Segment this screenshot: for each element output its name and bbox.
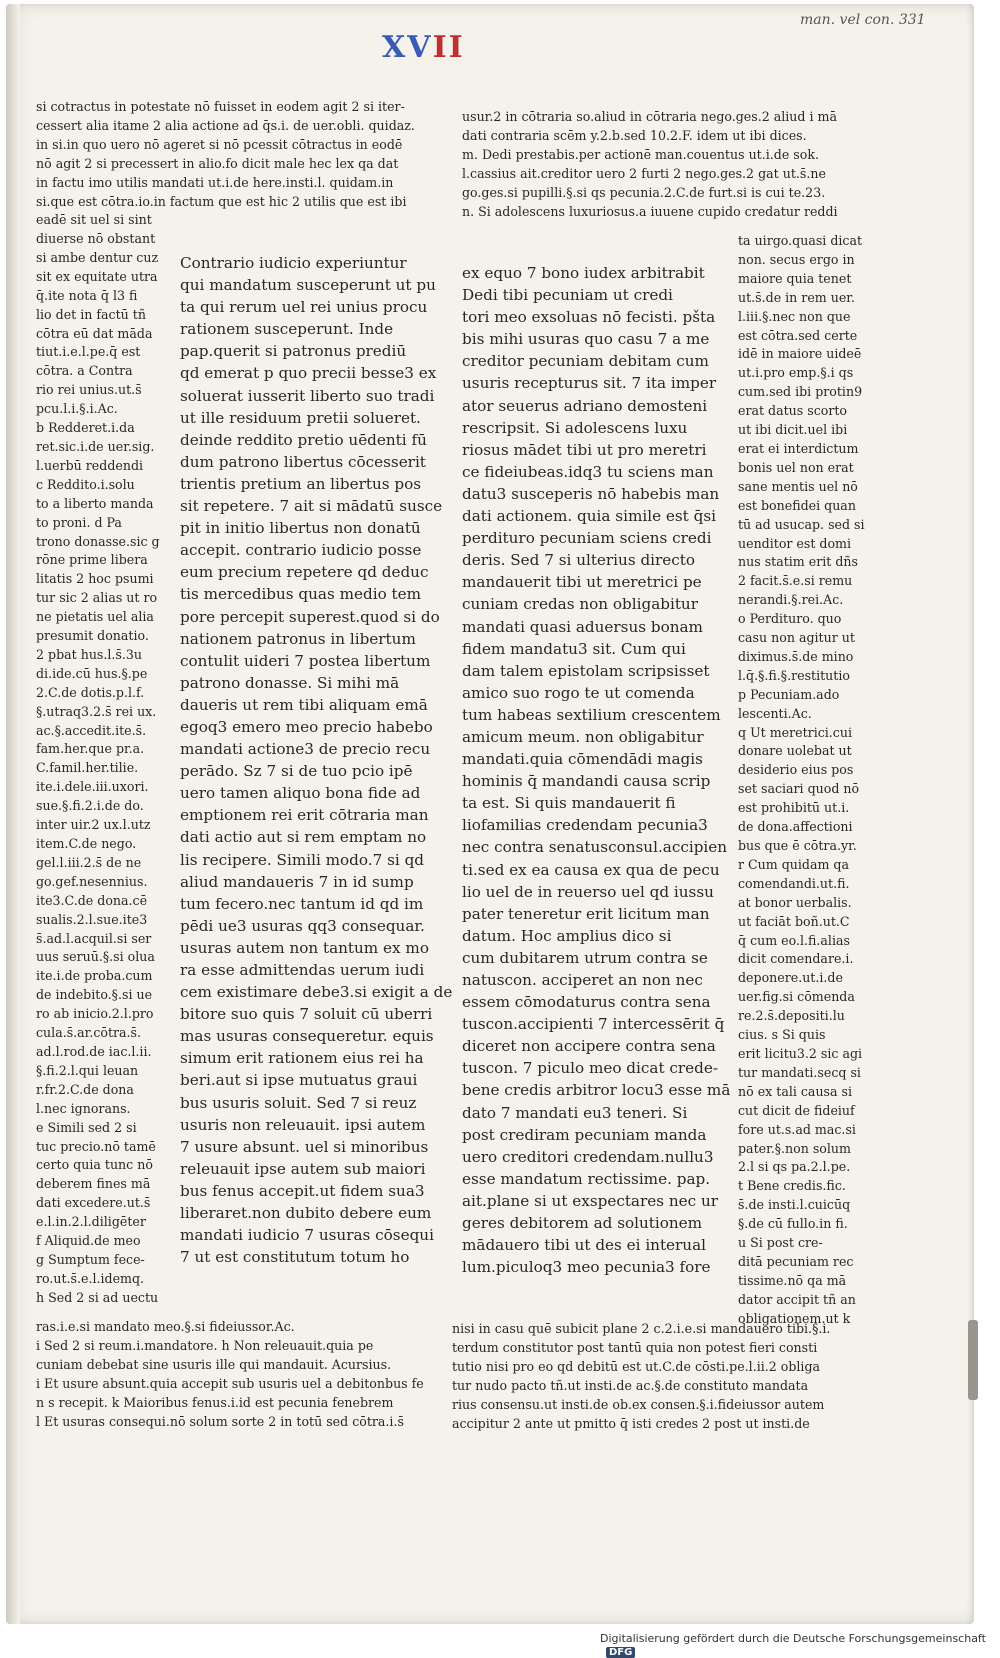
- text-line: tuscon.accipienti 7 intercessērit q̄: [462, 1015, 725, 1034]
- text-line: dati actionem. quia simile est q̄si: [462, 507, 716, 526]
- text-line: bus que ē cōtra.yr.: [738, 838, 857, 853]
- text-line: nō ex tali causa si: [738, 1083, 853, 1099]
- text-line: simum erit rationem eius rei ha: [180, 1049, 424, 1068]
- text-line: cuniam debebat sine usuris ille qui mandauit. Acursius.: [36, 1356, 392, 1372]
- text-line: pater.§.non solum: [738, 1140, 851, 1156]
- text-line: bene credis arbitror locu3 esse mā: [462, 1081, 731, 1100]
- text-line: tur mandati.secq si: [738, 1064, 861, 1080]
- text-line: datu3 susceperis nō habebis man: [462, 484, 720, 503]
- text-line: cem existimare debe3.si exigit a de: [180, 983, 453, 1002]
- text-line: riosus mādet tibi ut pro meretri: [462, 440, 707, 459]
- text-line: 7 ut est constitutum totum ho: [180, 1248, 410, 1267]
- text-line: m. Dedi prestabis.per actionē man.couentus ut.i.de sok.: [462, 146, 819, 162]
- text-line: de dona.affectioni: [738, 819, 853, 835]
- text-line: desiderio eius pos: [738, 762, 854, 778]
- text-line: pore percepit superest.quod si do: [180, 607, 440, 626]
- text-line: litatis 2 hoc psumi: [36, 571, 154, 587]
- text-line: l.cassius ait.creditor uero 2 furti 2 nego.ges.2 gat ut.s̄.ne: [462, 165, 826, 181]
- dfg-logo: DFG: [606, 1647, 635, 1658]
- text-line: 2.l si qs pa.2.l.pe.: [738, 1159, 851, 1175]
- text-line: post crediram pecuniam manda: [462, 1125, 707, 1144]
- text-line: r.fr.2.C.de dona: [36, 1081, 134, 1097]
- text-line: emptionem rei erit cōtraria man: [180, 806, 429, 825]
- text-line: dato 7 mandati eu3 teneri. Si: [462, 1103, 688, 1122]
- text-line: nus statim erit dñs: [738, 554, 858, 570]
- text-line: deponere.ut.i.de: [738, 970, 843, 986]
- text-line: uus seruū.§.si olua: [36, 949, 155, 965]
- text-line: cessert alia itame 2 alia actione ad q̄s.i. de uer.obli. quidaz.: [36, 117, 415, 133]
- text-line: trientis pretium an libertus pos: [180, 474, 422, 493]
- text-line: 2 facit.s̄.e.si remu: [738, 573, 853, 589]
- handwritten-annotation: man. vel con. 331: [800, 12, 926, 28]
- text-line: usuris non releuauit. ipsi autem: [180, 1115, 426, 1134]
- gloss-top-left: [36, 98, 436, 230]
- text-line: bitore suo quis 7 soluit cū uberri: [180, 1005, 433, 1024]
- text-line: liofamilias credendam pecunia3: [462, 816, 708, 835]
- text-line: §.utraq3.2.s̄ rei ux.: [36, 703, 157, 719]
- text-line: amicum meum. non obligabitur: [462, 727, 704, 746]
- text-line: cut dicit de fideiuf: [738, 1102, 855, 1118]
- text-line: usuras autem non tantum ex mo: [180, 938, 429, 957]
- text-line: fam.her.que pr.a.: [36, 741, 145, 757]
- text-line: deinde reddito pretio uēdenti fū: [180, 430, 427, 449]
- text-line: ut.i.pro emp.§.i qs: [738, 365, 854, 381]
- text-line: tur sic 2 alias ut ro: [36, 590, 158, 606]
- text-line: fidem mandatu3 sit. Cum qui: [462, 639, 686, 658]
- text-line: dam talem epistolam scripsisset: [462, 661, 710, 680]
- text-line: pit in initio libertus non donatū: [180, 519, 421, 538]
- text-line: deris. Sed 7 si ulterius directo: [462, 551, 696, 570]
- text-line: essem cōmodaturus contra sena: [462, 993, 711, 1012]
- folio-part-blue: XV: [382, 30, 433, 65]
- text-line: cuniam credas non obligabitur: [462, 595, 698, 614]
- text-line: sue.§.fi.2.i.de do.: [36, 798, 144, 814]
- text-line: erat datus scorto: [738, 403, 848, 419]
- text-line: rationem susceperunt. Inde: [180, 320, 394, 339]
- text-line: diceret non accipere contra sena: [462, 1037, 716, 1056]
- text-line: beri.aut si ipse mutuatus graui: [180, 1071, 418, 1090]
- text-line: terdum constitutor post tantū quia non potest fieri consti: [452, 1339, 818, 1355]
- text-line: bus fenus accepit.ut fidem sua3: [180, 1181, 425, 1200]
- text-line: fore ut.s.ad mac.si: [738, 1121, 856, 1137]
- text-line: egoq3 emero meo precio habebo: [180, 717, 433, 736]
- main-text-left: [180, 252, 453, 1268]
- text-line: aliud mandaueris 7 in id sump: [180, 872, 414, 891]
- text-line: tuc precio.nō tamē: [36, 1138, 156, 1154]
- text-line: presumit donatio.: [36, 628, 149, 644]
- text-line: cum dubitarem utrum contra se: [462, 948, 708, 967]
- text-line: nationem patronus in libertum: [180, 629, 416, 648]
- text-line: ex equo 7 bono iudex arbitrabit: [462, 264, 705, 282]
- text-line: lescenti.Ac.: [738, 705, 812, 721]
- text-line: nerandi.§.rei.Ac.: [738, 592, 844, 608]
- text-line: obligationem.ut k: [738, 1310, 851, 1326]
- text-line: comendandi.ut.fi.: [738, 875, 850, 891]
- text-line: est prohibitū ut.i.: [738, 800, 850, 816]
- text-line: est cōtra.sed certe: [738, 327, 858, 343]
- text-line: s̄.de insti.l.cuicūq: [738, 1197, 851, 1213]
- text-line: q Ut meretrici.cui: [738, 724, 852, 740]
- page-gutter: [6, 4, 20, 1624]
- text-line: amico suo rogo te ut comenda: [462, 683, 695, 702]
- text-line: tum fecero.nec tantum id qd im: [180, 894, 424, 913]
- gloss-top-right: [462, 108, 887, 221]
- text-line: contulit uideri 7 postea libertum: [180, 651, 431, 670]
- text-line: gel.l.iii.2.s̄ de ne: [36, 854, 142, 870]
- text-line: hominis q̄ mandandi causa scrip: [462, 772, 711, 791]
- text-line: di.ide.cū hus.§.pe: [36, 665, 148, 681]
- gloss-bottom-left: [36, 1318, 436, 1431]
- text-line: ret.sic.i.de uer.sig.: [36, 438, 155, 454]
- text-line: at bonor uerbalis.: [738, 894, 852, 910]
- text-line: l.nec ignorans.: [36, 1100, 131, 1116]
- text-line: ta uirgo.quasi dicat: [738, 233, 863, 248]
- text-line: perādo. Sz 7 si de tuo pcio ipē: [180, 762, 413, 781]
- text-line: r Cum quidam qa: [738, 856, 850, 872]
- text-line: cula.s̄.ar.cōtra.s̄.: [36, 1025, 142, 1041]
- text-line: accipitur 2 ante ut pmitto q̄ isti credes 2 post ut insti.de: [452, 1415, 810, 1431]
- text-line: mādauero tibi ut des ei interual: [462, 1236, 707, 1255]
- text-line: p Pecuniam.ado: [738, 686, 840, 702]
- text-line: h Sed 2 si ad uectu: [36, 1289, 159, 1305]
- text-line: ra esse admittendas uerum iudi: [180, 961, 425, 979]
- text-line: C.famil.her.tilie.: [36, 760, 139, 776]
- text-line: donare uolebat ut: [738, 743, 852, 759]
- text-line: casu non agitur ut: [738, 630, 855, 646]
- footer-credit: [600, 1632, 1000, 1658]
- text-line: dati excedere.ut.s̄: [36, 1195, 151, 1211]
- text-line: certo quia tunc nō: [36, 1157, 153, 1173]
- text-line: releuauit ipse autem sub maiori: [180, 1159, 426, 1178]
- text-line: f Aliquid.de meo: [36, 1233, 141, 1249]
- gloss-right-margin: [738, 232, 888, 1329]
- text-line: cum.sed ibi protin9: [738, 384, 863, 400]
- text-line: dum patrono libertus cōcesserit: [180, 452, 426, 471]
- text-line: inter uir.2 ux.l.utz: [36, 817, 151, 833]
- text-line: rio rei unius.ut.s̄: [36, 382, 142, 398]
- text-line: go.ges.si pupilli.§.si qs pecunia.2.C.de furt.si is cui te.23.: [462, 184, 826, 200]
- text-line: tuscon. 7 piculo meo dicat crede-: [462, 1059, 718, 1078]
- text-line: to proni. d Pa: [36, 514, 122, 530]
- text-line: o Perdituro. quo: [738, 611, 842, 627]
- text-line: §.fi.2.l.qui leuan: [36, 1062, 139, 1078]
- text-line: perdituro pecuniam sciens credi: [462, 529, 712, 548]
- text-line: natuscon. acciperet an non nec: [462, 971, 703, 989]
- text-line: bus usuris soluit. Sed 7 si reuz: [180, 1093, 417, 1112]
- text-line: dati contraria scēm y.2.b.sed 10.2.F. idem ut ibi dices.: [462, 127, 807, 143]
- text-line: g Sumptum fece-: [36, 1251, 145, 1267]
- text-line: tissime.nō qa mā: [738, 1272, 847, 1288]
- text-line: sit repetere. 7 ait si mādatū susce: [180, 497, 443, 516]
- text-line: pcu.l.i.§.i.Ac.: [36, 401, 118, 417]
- text-line: Contrario iudicio experiuntur: [180, 254, 407, 272]
- text-line: lio det in factū tñ: [36, 306, 146, 322]
- text-line: ras.i.e.si mandato meo.§.si fideiussor.Ac.: [36, 1319, 295, 1334]
- text-line: ce fideiubeas.idq3 tu sciens man: [462, 462, 714, 481]
- text-line: mandati iudicio 7 usuras cōsequi: [180, 1226, 434, 1245]
- text-line: sualis.2.l.sue.ite3: [36, 911, 148, 927]
- text-line: erit licitu3.2 sic agi: [738, 1045, 863, 1061]
- text-line: eadē sit uel si sint: [36, 212, 152, 228]
- text-line: n. Si adolescens luxuriosus.a iuuene cupido credatur reddi: [462, 203, 838, 219]
- text-line: creditor pecuniam debitam cum: [462, 352, 709, 371]
- text-line: tum habeas sextilium crescentem: [462, 705, 721, 724]
- text-line: tur nudo pacto tñ.ut insti.de ac.§.de constituto mandata: [452, 1377, 809, 1393]
- text-line: uero creditori credendam.nullu3: [462, 1147, 714, 1166]
- folio-number: [382, 30, 465, 65]
- text-line: ite3.C.de dona.cē: [36, 892, 148, 908]
- text-line: esse mandatum rectissime. pap.: [462, 1169, 711, 1188]
- text-line: uenditor est domi: [738, 535, 852, 551]
- text-line: pēdi ue3 usuras qq3 consequar.: [180, 916, 425, 935]
- text-line: ad.l.rod.de iac.l.ii.: [36, 1043, 152, 1059]
- text-line: patrono donasse. Si mihi mā: [180, 673, 400, 692]
- text-line: datum. Hoc amplius dico si: [462, 926, 672, 945]
- text-line: n s recepit. k Maioribus fenus.i.id est pecunia fenebrem: [36, 1394, 394, 1410]
- footer-text: Digitalisierung gefördert durch die Deutsche Forschungsgemeinschaft: [600, 1632, 986, 1645]
- text-line: rius consensu.ut insti.de ob.ex consen.§.i.fideiussor autem: [452, 1396, 825, 1412]
- text-line: tiut.i.e.l.pe.q̄ est: [36, 344, 141, 360]
- text-line: ator seuerus adriano demosteni: [462, 396, 708, 415]
- text-line: in factu imo utilis mandati ut.i.de here.insti.l. quidam.in: [36, 174, 394, 190]
- gloss-left-margin: [36, 230, 158, 1308]
- text-line: ta est. Si quis mandauerit fi: [462, 794, 676, 813]
- text-line: s̄.ad.l.acquil.si ser: [36, 930, 152, 946]
- text-line: soluerat iusserit liberto suo tradi: [180, 386, 435, 405]
- text-line: ut ille residuum pretii solueret.: [180, 408, 421, 427]
- text-line: ne pietatis uel alia: [36, 609, 154, 625]
- text-line: usuris recepturus sit. 7 ita imper: [462, 374, 717, 393]
- text-line: mandauerit tibi ut meretrici pe: [462, 573, 702, 592]
- text-line: cōtra. a Contra: [36, 363, 133, 379]
- text-line: l Et usuras consequi.nō solum sorte 2 in totū sed cōtra.i.s̄: [36, 1413, 404, 1429]
- text-line: deberem fines mā: [36, 1176, 151, 1192]
- text-line: liberaret.non dubito debere eum: [180, 1204, 432, 1223]
- text-line: eum precium repetere qd deduc: [180, 563, 429, 582]
- text-line: tis mercedibus quas medio tem: [180, 585, 422, 604]
- text-line: daueris ut rem tibi aliquam emā: [180, 695, 428, 714]
- text-line: geres debitorem ad solutionem: [462, 1214, 703, 1233]
- text-line: go.gef.nesennius.: [36, 873, 148, 889]
- text-line: bonis uel non erat: [738, 459, 854, 475]
- text-line: c Reddito.i.solu: [36, 476, 135, 492]
- text-line: q̄ cum eo.l.fi.alias: [738, 932, 850, 948]
- text-line: ditā pecuniam rec: [738, 1253, 854, 1269]
- text-line: lum.piculoq3 meo pecunia3 fore: [462, 1258, 711, 1277]
- text-line: trono donasse.sic g: [36, 533, 160, 549]
- text-line: e Simili sed 2 si: [36, 1119, 137, 1135]
- text-line: in si.in quo uero nō ageret si nō pcessit cōtractus in eodē: [36, 136, 403, 152]
- text-line: non. secus ergo in: [738, 251, 855, 267]
- text-line: diuerse nō obstant: [36, 231, 156, 246]
- text-line: ite.i.dele.iii.uxori.: [36, 779, 149, 795]
- text-line: uero tamen aliquo bona fide ad: [180, 784, 421, 803]
- text-line: Dedi tibi pecuniam ut credi: [462, 286, 673, 305]
- text-line: l.uerbū reddendi: [36, 457, 144, 473]
- text-line: b Redderet.i.da: [36, 420, 135, 436]
- text-line: e.l.in.2.l.diligēter: [36, 1214, 146, 1230]
- text-line: ti.sed ex ea causa ex qua de pecu: [462, 860, 720, 879]
- folio-part-red: II: [432, 30, 465, 65]
- text-line: qd emerat p quo precii besse3 ex: [180, 364, 437, 383]
- text-line: i Sed 2 si reum.i.mandatore. h Non releuauit.quia pe: [36, 1337, 374, 1353]
- page-edge-marker: [968, 1320, 978, 1400]
- text-line: si.que est cōtra.io.in factum que est hic 2 utilis que est ibi: [36, 193, 407, 209]
- text-line: diximus.s̄.de mino: [738, 648, 854, 664]
- text-line: mandati.quia cōmendādi magis: [462, 750, 703, 769]
- text-line: lio uel de in reuerso uel qd iussu: [462, 882, 714, 901]
- text-line: cius. s Si quis: [738, 1027, 826, 1043]
- text-line: to a liberto manda: [36, 495, 154, 511]
- text-line: lis recipere. Simili modo.7 si qd: [180, 850, 425, 869]
- text-line: cōtra eū dat māda: [36, 325, 153, 341]
- text-line: nisi in casu quē subicit plane 2 c.2.i.e.si mandauero tibi.§.i.: [452, 1321, 831, 1336]
- text-line: est bonefidei quan: [738, 497, 856, 513]
- text-line: dator accipit tñ an: [738, 1291, 856, 1307]
- text-line: sane mentis uel nō: [738, 478, 858, 494]
- text-line: ut ibi dicit.uel ibi: [738, 422, 848, 438]
- text-line: i Et usure absunt.quia accepit sub usuris uel a debitonbus fe: [36, 1375, 424, 1391]
- text-line: sit ex equitate utra: [36, 268, 158, 284]
- main-text-right: [462, 262, 731, 1278]
- text-line: q̄.ite nota q̄ l3 fi: [36, 287, 138, 303]
- text-line: nec contra senatusconsul.accipien: [462, 838, 728, 857]
- text-line: si cotractus in potestate nō fuisset in eodem agit 2 si iter-: [36, 99, 405, 114]
- text-line: mandati actione3 de precio recu: [180, 740, 431, 759]
- text-line: si ambe dentur cuz: [36, 249, 159, 265]
- text-line: tū ad usucap. sed si: [738, 516, 865, 532]
- text-line: erat ei interdictum: [738, 440, 859, 456]
- text-line: ta qui rerum uel rei unius procu: [180, 298, 428, 317]
- text-line: u Si post cre-: [738, 1235, 823, 1251]
- text-line: accepit. contrario iudicio posse: [180, 541, 422, 560]
- text-line: tori meo exsoluas nō fecisti. pšta: [462, 308, 716, 327]
- text-line: mandati quasi aduersus bonam: [462, 617, 703, 636]
- text-line: §.de cū fullo.in fi.: [738, 1216, 848, 1232]
- text-line: rescripsit. Si adolescens luxu: [462, 418, 688, 437]
- text-line: ait.plane si ut exspectares nec ur: [462, 1191, 718, 1210]
- text-line: ite.i.de proba.cum: [36, 968, 153, 984]
- text-line: uer.fig.si cōmenda: [738, 989, 855, 1005]
- text-line: de indebito.§.si ue: [36, 987, 153, 1003]
- text-line: l.q̄.§.fi.§.restitutio: [738, 667, 850, 683]
- text-line: re.2.s̄.depositi.lu: [738, 1008, 845, 1024]
- text-line: usur.2 in cōtraria so.aliud in cōtraria nego.ges.2 aliud i mā: [462, 109, 837, 124]
- text-line: 2 pbat hus.l.s̄.3u: [36, 646, 143, 662]
- text-line: dicit comendare.i.: [738, 951, 854, 967]
- text-line: nō agit 2 si precessert in alio.fo dicit male hec lex qa dat: [36, 155, 399, 171]
- text-line: tutio nisi pro eo qd debitū est ut.C.de cōsti.pe.l.ii.2 obliga: [452, 1358, 821, 1374]
- text-line: ro ab inicio.2.l.pro: [36, 1006, 154, 1022]
- text-line: 2.C.de dotis.p.l.f.: [36, 684, 145, 700]
- text-line: pater teneretur erit licitum man: [462, 904, 710, 923]
- text-line: maiore quia tenet: [738, 270, 852, 286]
- text-line: bis mihi usuras quo casu 7 a me: [462, 330, 710, 349]
- text-line: mas usuras consequeretur. equis: [180, 1027, 434, 1046]
- text-line: rōne prime libera: [36, 552, 148, 568]
- text-line: ut.s̄.de in rem uer.: [738, 289, 855, 305]
- text-line: set saciari quod nō: [738, 781, 860, 797]
- text-line: 7 usure absunt. uel si minoribus: [180, 1137, 429, 1156]
- gloss-bottom-right: [452, 1320, 887, 1433]
- text-line: ro.ut.s̄.e.l.idemq.: [36, 1270, 145, 1286]
- text-line: ac.§.accedit.ite.s̄.: [36, 722, 147, 738]
- text-line: l.iii.§.nec non que: [738, 308, 851, 324]
- text-line: dati actio aut si rem emptam no: [180, 828, 427, 847]
- text-line: pap.querit si patronus prediū: [180, 342, 407, 361]
- text-line: ut faciāt boñ.ut.C: [738, 913, 850, 929]
- text-line: t Bene credis.fic.: [738, 1178, 846, 1194]
- text-line: item.C.de nego.: [36, 836, 137, 851]
- text-line: qui mandatum susceperunt ut pu: [180, 276, 436, 295]
- text-line: idē in maiore uideē: [738, 346, 862, 362]
